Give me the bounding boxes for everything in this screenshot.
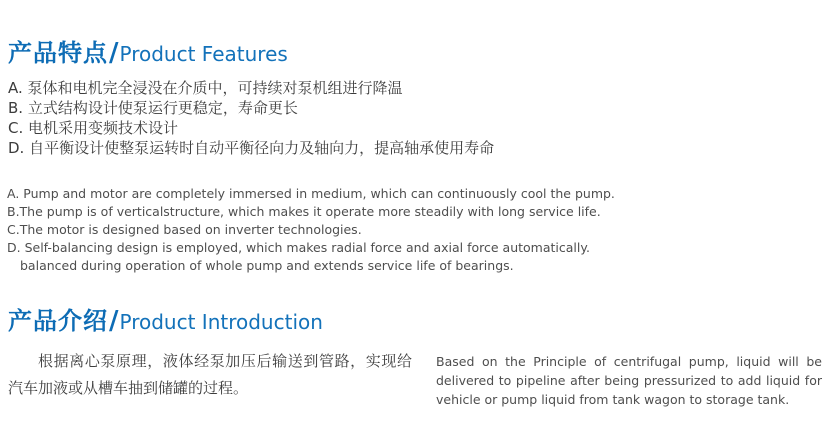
feature-zh-item-b: B. 立式结构设计使泵运行更稳定，寿命更长 [8,99,298,117]
feature-en-item-c: C.The motor is designed based on inverter technologies. [7,222,362,237]
feature-en-item-a: A. Pump and motor are completely immersed in medium, which can continuously cool the pump. [7,186,615,201]
features-title-slash: / [109,38,119,68]
introduction-paragraph-zh: 根据离心泵原理，液体经泵加压后输送到管路，实现给汽车加液或从槽车抽到储罐的过程。 [8,352,412,397]
feature-en-item-b: B.The pump is of verticalstructure, which makes it operate more steadily with long service life. [7,204,601,219]
introduction-title-en: Product Introduction [119,310,323,334]
introduction-title-slash: / [109,306,119,336]
feature-zh-item-a: A. 泵体和电机完全浸没在介质中，可持续对泵机组进行降温 [8,79,403,97]
feature-zh-item-d: D. 自平衡设计使整泵运转时自动平衡径向力及轴向力，提高轴承使用寿命 [8,139,495,157]
feature-zh-item-c: C. 电机采用变频技术设计 [8,119,179,137]
features-title-en: Product Features [119,42,288,66]
features-list-zh [8,78,495,158]
introduction-paragraph-en: Based on the Principle of centrifugal pump, liquid will be delivered to pipeline after being pressurized to add liquid for vehicle or pump liquid from tank wagon to storage tank. [436,354,822,407]
introduction-title-zh: 产品介绍 [8,307,108,335]
features-title-zh: 产品特点 [8,39,108,67]
introduction-section-title [8,308,323,334]
features-section-title [8,40,288,66]
feature-en-item-d-continuation: balanced during operation of whole pump and extends service life of bearings. [20,258,514,273]
feature-en-item-d: D. Self-balancing design is employed, which makes radial force and axial force automatically. [7,240,590,255]
features-list-en [7,185,615,275]
